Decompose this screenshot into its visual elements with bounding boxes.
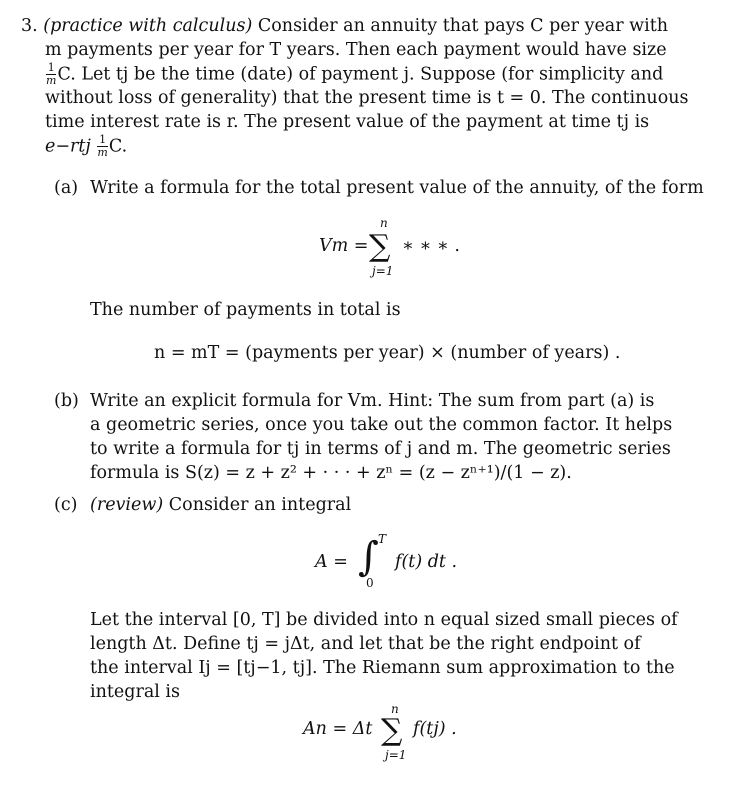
riemann-summation-symbol: ∑ <box>381 713 403 748</box>
part-c-tag: (review) <box>90 495 164 515</box>
part-c-line-3: the interval Ij = [tj−1, tj]. The Riemann sum approximation to the <box>90 658 675 678</box>
sum-lower-limit: j=1 <box>372 264 394 278</box>
integral-upper-limit: T <box>378 532 387 546</box>
riemann-rhs: f(tj) . <box>413 719 457 739</box>
payments-text: The number of payments in total is <box>90 300 401 320</box>
problem-line-1 <box>21 14 685 38</box>
fraction-one-over-m: $\frac{1}{m}$ <box>97 133 108 159</box>
problem-line6-text: C. <box>108 136 128 157</box>
part-c-line-1: Let the interval [0, T] be divided into n equal sized small pieces of <box>90 610 678 630</box>
riemann-sum-lower-limit: j=1 <box>385 748 407 762</box>
part-b-line-2: a geometric series, once you take out the common factor. It helps <box>90 415 673 435</box>
problem-line-5: time interest rate is r. The present value of the payment at time tj is <box>45 112 650 132</box>
problem-line3-text: C. Let tj be the time (date) of payment j. Suppose (for simplicity and <box>57 64 664 85</box>
part-b-line-3: to write a formula for tj in terms of j and m. The geometric series <box>90 439 671 459</box>
integral-lower-limit: 0 <box>366 576 374 590</box>
part-a-label: (a) <box>54 178 79 198</box>
problem-line-2: m payments per year for T years. Then each payment would have size <box>45 40 667 60</box>
part-c-text: Consider an integral <box>168 495 352 515</box>
summation-symbol: ∑ <box>369 229 391 264</box>
part-c-intro <box>90 493 351 517</box>
riemann-sum-upper-limit: n <box>391 702 399 716</box>
fraction-one-over-m: $\frac{1}{m}$ <box>46 61 57 87</box>
payments-equation: n = mT = (payments per year) × (number of years) . <box>154 343 621 363</box>
integral-rhs: f(t) dt . <box>395 552 458 572</box>
sum-upper-limit: n <box>380 216 388 230</box>
problem-line1-text: Consider an annuity that pays C per year with <box>257 16 669 36</box>
part-c-line-2: length Δt. Define tj = jΔt, and let that be the right endpoint of <box>90 634 641 654</box>
part-b-line-4: formula is S(z) = z + z² + · · · + zⁿ = (z − zⁿ⁺¹)/(1 − z). <box>90 463 572 483</box>
integral-lhs: A = <box>315 552 348 572</box>
part-b-line-1: Write an explicit formula for Vm. Hint: The sum from part (a) is <box>90 391 655 411</box>
problem-tag: (practice with calculus) <box>43 16 253 36</box>
part-a-text: Write a formula for the total present value of the annuity, of the form <box>90 178 704 198</box>
problem-line-3 <box>45 62 663 87</box>
part-b-label: (b) <box>54 391 79 411</box>
problem-number: 3. <box>21 16 38 36</box>
discount-exponential: e−rtj <box>45 136 91 157</box>
vm-rhs: ∗ ∗ ∗ . <box>402 236 460 256</box>
part-c-line-4: integral is <box>90 682 180 702</box>
vm-lhs: Vm = <box>319 236 369 256</box>
problem-line-4: without loss of generality) that the present time is t = 0. The continuous <box>45 88 689 108</box>
problem-line-6 <box>45 134 127 159</box>
integral-symbol: ∫ <box>358 534 379 580</box>
part-c-label: (c) <box>54 495 78 515</box>
riemann-lhs: An = Δt <box>303 719 373 739</box>
